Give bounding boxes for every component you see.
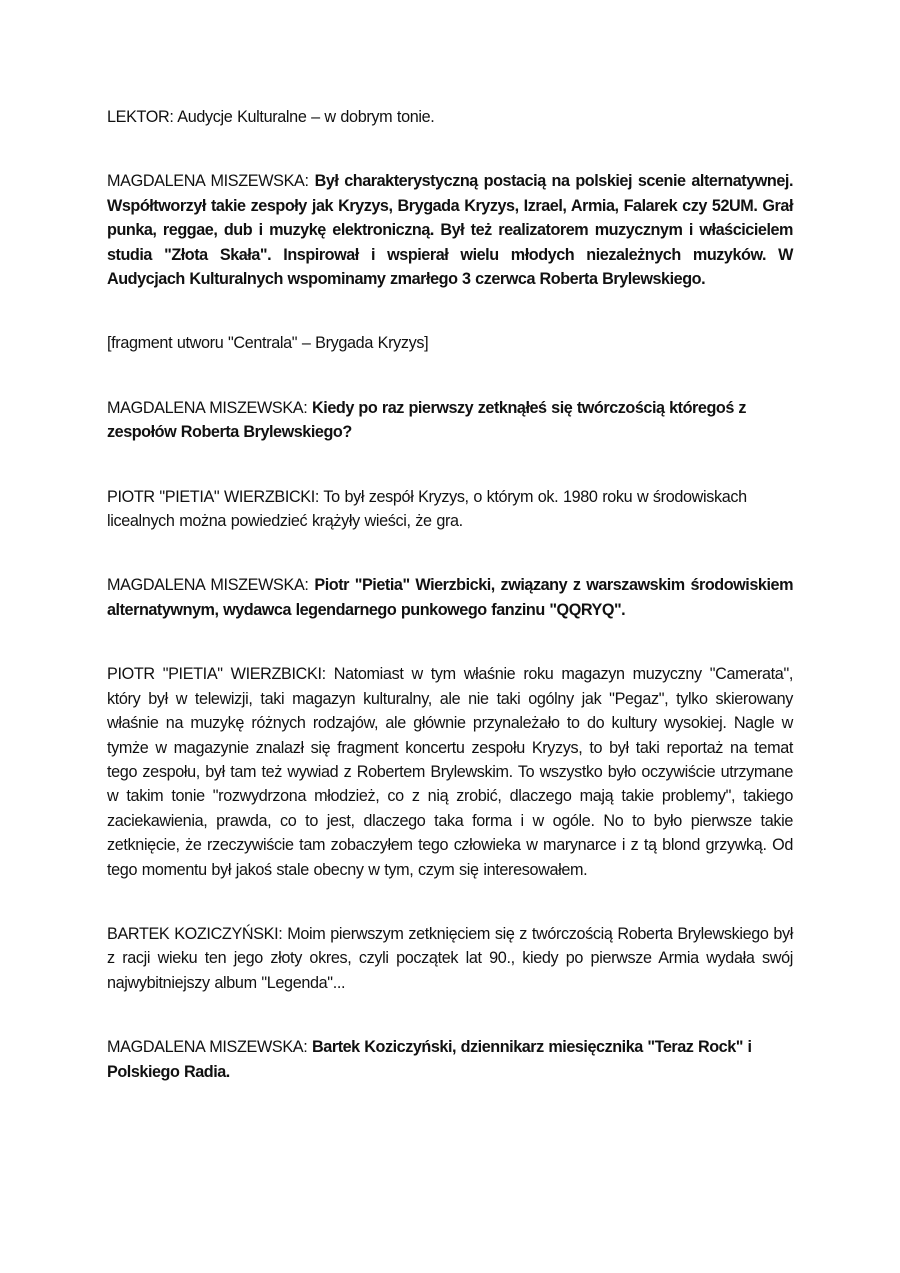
speaker-label: MAGDALENA MISZEWSKA: xyxy=(107,1038,308,1057)
paragraph-koziczynski-answer xyxy=(107,922,793,995)
paragraph-wierzbicki-answer-2 xyxy=(107,662,793,882)
speaker-label: BARTEK KOZICZYŃSKI: xyxy=(107,924,283,943)
paragraph-lektor-intro xyxy=(107,105,793,129)
speaker-label: MAGDALENA MISZEWSKA: xyxy=(107,398,308,417)
stage-direction-text: [fragment utworu "Centrala" – Brygada Kryzys] xyxy=(107,334,429,353)
speaker-label: LEKTOR: xyxy=(107,108,174,126)
utterance-text: To był zespół Kryzys, o którym ok. 1980 roku w środowiskach licealnych można powiedzieć krążyły wieści, że gra. xyxy=(107,487,747,531)
paragraph-host-guest-intro-wierzbicki xyxy=(107,573,793,622)
utterance-text: Kiedy po raz pierwszy zetknąłeś się twórczością któregoś z zespołów Roberta Brylewskiego? xyxy=(107,398,747,442)
paragraph-host-introduction xyxy=(107,169,793,291)
utterance-text: Był charakterystyczną postacią na polskiej scenie alternatywnej. Współtworzył takie zespoły jak Kryzys, Brygada Kryzys, Izrael, Armia, Falarek czy 52UM. Grał punka, reggae, dub i muzykę elektroniczną. Był też realizatorem muzycznym i właścicielem studia "Złota Skała". Inspirował i wspierał wielu młodych niezależnych muzyków. W Audycjach Kulturalnych wspominamy zmarłego 3 czerwca Roberta Brylewskiego. xyxy=(107,172,794,289)
speaker-label: MAGDALENA MISZEWSKA: xyxy=(107,172,309,191)
utterance-text: Audycje Kulturalne – w dobrym tonie. xyxy=(177,108,435,126)
speaker-label: PIOTR "PIETIA" WIERZBICKI: xyxy=(107,487,320,506)
utterance-text: Moim pierwszym zetknięciem się z twórczością Roberta Brylewskiego był z racji wieku ten jego złoty okres, czyli początek lat 90., kiedy po pierwsze Armia wydała swój najwybitniejszy album "Legenda"... xyxy=(107,924,793,992)
utterance-text: Bartek Koziczyński, dziennikarz miesięcznika "Teraz Rock" i Polskiego Radia. xyxy=(107,1038,752,1081)
paragraph-music-fragment-note xyxy=(107,331,793,355)
speaker-label: PIOTR "PIETIA" WIERZBICKI: xyxy=(107,665,326,684)
document-page xyxy=(107,105,793,1084)
paragraph-host-guest-intro-koziczynski xyxy=(107,1035,793,1084)
paragraph-host-question xyxy=(107,396,793,445)
paragraph-wierzbicki-answer-1 xyxy=(107,485,793,534)
utterance-text: Piotr "Pietia" Wierzbicki, związany z warszawskim środowiskiem alternatywnym, wydawca legendarnego punkowego fanzinu "QQRYQ". xyxy=(107,576,794,619)
utterance-text: Natomiast w tym właśnie roku magazyn muzyczny "Camerata", który był w telewizji, taki magazyn kulturalny, ale nie taki ogólny jak "Pegaz", tylko skierowany właśnie na muzykę różnych rodzajów, ale głównie przynależało to do kultury wysokiej. Nagle w tymże w magazynie znalazł się fragment koncertu zespołu Kryzys, to był taki reportaż na temat tego zespołu, był tam też wywiad z Robertem Brylewskim. To wszystko było oczywiście utrzymane w takim tonie "rozwydrzona młodzież, co z nią zrobić, dlaczego mają takie problemy", takiego zaciekawienia, prawda, co to jest, dlaczego taka forma i w ogóle. No to było pierwsze takie zetknięcie, że rzeczywiście tam zobaczyłem tego człowieka w marynarce i z tą blond grzywką. Od tego momentu był jakoś stale obecny w tym, czym się interesowałem. xyxy=(107,665,793,879)
speaker-label: MAGDALENA MISZEWSKA: xyxy=(107,576,309,595)
